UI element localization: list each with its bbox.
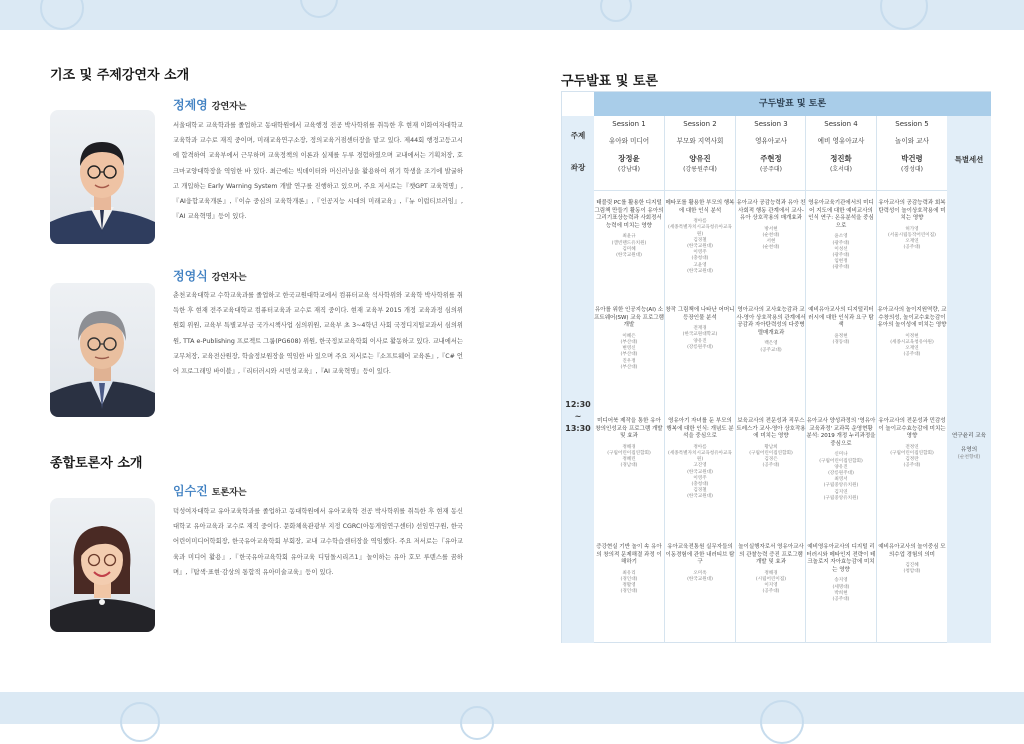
presenter-info: 서현 — [766, 239, 776, 245]
session-chair-aff: (강릉원주대) — [683, 166, 717, 173]
chair-label: 좌장 — [570, 163, 586, 172]
presentation-cell — [806, 307, 876, 346]
presenter-info: 허가영 — [905, 226, 919, 232]
speaker-photo-1 — [50, 110, 155, 244]
presenter-info: (부산대) — [620, 339, 638, 345]
presenter-info: 전재경 — [693, 326, 707, 332]
presenter-info: (구립중앙유치원) — [823, 495, 859, 501]
presenter-info: 윤정현 — [834, 333, 848, 339]
speaker-name: 정제영 — [173, 98, 208, 112]
session-chair-aff: (경성대) — [900, 166, 924, 173]
presenter-info: (한국교원대) — [687, 576, 713, 582]
time-sep: ~ — [574, 412, 582, 421]
presenter-info: 양유진 — [693, 338, 707, 344]
presenter-info: (경인대) — [620, 589, 638, 595]
row-label-column — [562, 116, 594, 643]
presentation-title: 증강현실 기반 놀이 속 유아의 창의적 문제해결 과정 이해하기 — [596, 544, 662, 566]
presenter-info: (세종특별자치시교육청유아교육원) — [668, 450, 732, 463]
session-label: Session 5 — [895, 120, 929, 128]
session-table — [561, 91, 991, 643]
session-col-4 — [806, 116, 876, 175]
presenter-info: (시립어린이집) — [755, 576, 787, 582]
presentation-title: 유아교육전통원 실무자들의 이동경험에 관한 내러티브 탐구 — [665, 544, 735, 566]
presenter-info: 김진혜 — [905, 563, 919, 569]
session-topic: 영유아교사 — [755, 137, 787, 145]
presenter-info: (공주대) — [903, 245, 921, 251]
presenter-info: 오재연 — [905, 346, 919, 352]
presenter-info: 양유진 — [834, 464, 848, 470]
time-end: 13:30 — [565, 424, 591, 433]
session-label: Session 1 — [612, 120, 646, 128]
presenter-info: (순천대) — [762, 232, 780, 238]
presenter-info: (경남대) — [620, 463, 638, 469]
presenter-info: 변영신 — [622, 346, 636, 352]
presenter-info: (공주대) — [832, 596, 850, 602]
presenter-info: (한국교원대) — [616, 252, 642, 258]
presentation-cell — [877, 418, 947, 470]
presenter-info: 정해경 — [764, 570, 778, 576]
presentation-cell — [736, 307, 806, 354]
presentation-cell — [806, 544, 876, 603]
session-chair: 장정윤 — [618, 154, 640, 163]
presenter-info: 윤소영 — [834, 234, 848, 240]
presenter-info: 정아름 — [693, 444, 707, 450]
session-label: Session 4 — [824, 120, 858, 128]
discussant-role: 토론자는 — [211, 488, 247, 498]
presentation-title: 영유아교육기관에서의 미디어 지도에 대한 예비교사의 인식 연구: 온유분석을 중심으로 — [808, 200, 874, 229]
presentation-cell — [594, 544, 664, 596]
discussant-name-line — [173, 480, 247, 499]
presenter-info: (구립어린이집연합회) — [749, 450, 793, 456]
presenter-info: 신미나 — [834, 452, 848, 458]
presentation-title: 메타포를 활용한 부모의 행복에 대한 인식 분석 — [665, 200, 735, 214]
presenter-info: (세종시교육청유아원) — [890, 339, 934, 345]
session-chair-aff: (강남대) — [617, 166, 641, 173]
session-topic: 유아와 미디어 — [608, 137, 650, 145]
session-chair-aff: (공주대) — [759, 166, 783, 173]
presentation-title: 예비영유아교사의 디지털 리터러시와 메타인지 전략이 테크놀로지 자아효능감에 미치는 영향 — [806, 544, 876, 573]
session-chair: 양유진 — [689, 154, 711, 163]
presenter-info: (한국교원대학교) — [682, 332, 718, 338]
special-session-title: 연구윤리 교육 — [951, 433, 987, 439]
presenter-info: 정혜린 — [622, 457, 636, 463]
presenter-info: 정활영 — [622, 583, 636, 589]
presenter-info: (광주대) — [832, 240, 850, 246]
session-chair: 박건령 — [901, 154, 923, 163]
session-chair-aff: (호서대) — [829, 166, 853, 173]
presenter-info: (한국교원대) — [687, 268, 713, 274]
presenter-info: 오재연 — [905, 239, 919, 245]
bottom-decoration-band — [0, 692, 1024, 724]
presentation-cell — [736, 418, 806, 470]
presenter-info: 이혜은 — [622, 333, 636, 339]
discussant-bio: 덕성여자대학교 유아교육학과를 졸업하고 동대학원에서 유아교육학 전공 박사학위를 취득한 후 현재 동신대학교 유아교육과 교수로 재직 중이다. 문화체육관광부 지정 CGRC(아동게임연구센터) 선임연구원, 한국어린이미디어학회장, 한국유아교육학회 부회장, 교내 교수학습센터장을 역임했다. 주요 저서로는『유아교육과 미디어 활용』,『한국유아교육학회 유아교육 디딤돌시리즈1』놀이하는 유아 호모 루덴스를 꿈하며』,『탐색·표현·감상의 통합적 유아미술교육』등이 있다. — [173, 508, 463, 576]
presenter-info: 이영주 — [693, 475, 707, 481]
presenter-info: (경인대) — [620, 576, 638, 582]
presentation-title: 영유아기 자녀를 둔 부모의 행복에 대한 인식: 개념도 분석을 중심으로 — [666, 418, 734, 440]
presenter-info: (광주대) — [832, 252, 850, 258]
time-range — [562, 399, 594, 435]
presenter-info: (구립어린이집연합회) — [607, 450, 651, 456]
presenter-info: (세종특별자치시교육청유아교육원) — [668, 225, 732, 237]
presenter-info: (한국교원대) — [687, 494, 713, 500]
presentation-cell — [806, 418, 876, 502]
speaker-role: 강연자는 — [211, 273, 247, 283]
presentation-title: 미디어북 제작을 통한 유아 창의인성교육 프로그램 개발 및 효과 — [595, 418, 663, 440]
presentation-cell — [806, 200, 876, 272]
speaker-photo-2 — [50, 283, 155, 417]
presenter-info: (세명대) — [832, 584, 850, 590]
presentation-cell — [877, 307, 947, 359]
session-label: Session 3 — [754, 120, 788, 128]
presenter-info: 이영주 — [693, 250, 707, 256]
session-chair: 정진화 — [830, 154, 852, 163]
session-col-2 — [665, 116, 735, 175]
special-session-aff: (순천향대) — [957, 455, 981, 460]
presentation-cell — [736, 200, 806, 252]
presentation-cell — [665, 307, 735, 351]
presentation-cell — [594, 418, 664, 470]
presentation-cell — [665, 544, 735, 583]
presenter-info: 김경철 — [693, 488, 707, 494]
presenter-info: (경동대) — [832, 339, 850, 345]
presenter-info: (광주대) — [832, 265, 850, 271]
presenter-info: (공주대) — [903, 463, 921, 469]
speaker-bio-2: 춘천교육대학교 수학교육과를 졸업하고 한국교원대학교에서 컴퓨터교육 석사학위와 교육학 박사학위를 취득한 후 현재 전주교육대학교 컴퓨터교육과 교수로 재직 중이다. 현재 교육부 2015 개정 교육과정 심의위원회 위원, 교육부 특별교부금 국가시책사업 심의위원, 교육부 초 3~4학년 사회 국정디지털교과서 심의위원, TTA e-Publishing 프로젝트 그룹(PG608) 위원, 한국정보교육학회 이사로 활동하고 있다. 교내에서는 교무처장, 교육전산원장, 학술정보원장을 역임한 바 있으며 주요 저서로는『소프트웨어 교육론』,『C# 언어 프로그래밍 바이블』,『리터러시와 시민성교육』,『AI 교육혁명』등이 있다. — [173, 292, 463, 376]
portrait-man-grey-hair-icon — [50, 283, 155, 417]
presenter-info: (강릉원주대) — [687, 344, 713, 350]
speaker-name-line-2 — [173, 265, 247, 284]
presentation-title: 창작 그림책에 나타난 어머니 등장인물 분석 — [665, 307, 735, 321]
presenter-info: (한국교원대) — [687, 469, 713, 475]
presenter-info: (공주대) — [762, 589, 780, 595]
presentation-cell — [877, 200, 947, 252]
presenter-info: (공주대) — [762, 463, 780, 469]
table-header: 구두발표 및 토론 — [594, 92, 991, 116]
speaker-name: 정영식 — [173, 269, 208, 283]
presenter-info: 김경은 — [764, 457, 778, 463]
presentation-cell — [594, 200, 664, 259]
presenter-info: 이지영 — [764, 583, 778, 589]
presenter-info: (서울시립동작어린이집) — [888, 232, 936, 238]
presenter-info: 최유리 — [622, 570, 636, 576]
presentation-title: 유아교사의 전문성과 민감성이 놀이교수효능감에 미치는 영향 — [878, 418, 946, 440]
speaker-role: 강연자는 — [211, 102, 247, 112]
presentation-title: 놀이실행자로서 영유아교사의 관찰능력 증진 프로그램 개발 및 효과 — [738, 544, 804, 566]
session-col-5 — [877, 116, 947, 175]
presenter-info: 전정연 — [905, 444, 919, 450]
presentation-cell — [594, 307, 664, 371]
presenter-info: (순천대) — [762, 245, 780, 251]
special-session-label: 특별세션 — [954, 155, 984, 164]
presenter-info: 임현정 — [834, 259, 848, 265]
topic-label: 주제 — [570, 131, 586, 140]
divider — [594, 190, 947, 191]
presenter-info: (부산대) — [620, 352, 638, 358]
session-topic: 예비 영유아교사 — [817, 137, 865, 145]
presenter-info: 이성선 — [834, 246, 848, 252]
presenter-info: 고진영 — [693, 463, 707, 469]
session-topic: 놀이와 교사 — [895, 137, 929, 145]
presenter-info: (구립중앙유치원) — [823, 483, 859, 489]
presentation-title: 예비유아교사의 놀이중심 모의수업 경험의 의미 — [878, 544, 946, 558]
presenter-info: 김경철 — [693, 237, 707, 243]
presenter-info: 김미혜 — [622, 246, 636, 252]
presentation-title: 영아교사의 교사효능감과 교사-영아 상호작용의 관계에서 공감과 자아탄력성의 다중병렬매개효과 — [736, 307, 806, 336]
presenter-info: (강릉원주대) — [828, 470, 854, 476]
time-start: 12:30 — [565, 400, 591, 409]
top-decoration-band — [0, 0, 1024, 30]
presenter-info: 황남희 — [764, 444, 778, 450]
presenter-info: (공주교대) — [760, 347, 782, 353]
presenter-info: 송지영 — [834, 578, 848, 584]
presentation-cell — [665, 418, 735, 501]
special-session-body — [947, 432, 991, 462]
oral-presentation-title: 구두발표 및 토론 — [561, 74, 658, 89]
presenter-info: 방서현 — [764, 226, 778, 232]
presenter-info: 정아름 — [693, 219, 707, 225]
presenter-info: 정해경 — [622, 444, 636, 450]
presentation-title: 보육교사의 전문성과 직무스트레스가 교사-영아 상호작용에 미치는 영향 — [736, 418, 806, 440]
presenter-info: 백은영 — [764, 341, 778, 347]
presenter-info: (청암대) — [903, 569, 921, 575]
presenter-info: 고윤영 — [693, 262, 707, 268]
portrait-man-glasses-icon — [50, 110, 155, 244]
discussant-section-title: 종합토론자 소개 — [50, 456, 143, 471]
speaker-name-line-1 — [173, 94, 247, 113]
presenter-info: 김지연 — [834, 489, 848, 495]
session-chair: 주현정 — [760, 154, 782, 163]
presenter-info: 박희현 — [834, 590, 848, 596]
presenter-info: (구립어린이집연합회) — [819, 458, 863, 464]
presentation-title: 유아를 위한 인공지능(AI) 소프트웨어(SW) 교육 프로그램 개발 — [594, 307, 664, 329]
special-session-presenter: 유영의 — [960, 447, 978, 453]
session-col-1 — [594, 116, 664, 175]
presentation-title: 유아교사 공감능력과 유아 친사회적 행동 관계에서 교사-유아 상호작용의 매개효과 — [736, 200, 806, 222]
keynote-section-title: 기조 및 주제강연자 소개 — [50, 68, 190, 83]
presenter-info: (부산대) — [620, 364, 638, 370]
speaker-bio-1: 서울대학교 교육학과를 졸업하고 동대학원에서 교육행정 전공 박사학위를 취득한 후 현재 이화여자대학교 교육학과 교수로 재직 중이며, 미래교육연구소장, 정의교육거점센터장을 맡고 있다. 제44회 행정고등고시에 합격하여 교육부에서 근무하며 교육정책의 이론과 실제를 두루 경험하였으며 교내에서는 기획처장, 호크마교양대학장을 역임한 바 있다. 최근에는 빅데이터와 머신러닝을 활용하여 위기 학생을 조기에 발굴하고 개입하는 Early Warning System 개발 연구를 진행하고 있으며, 주요 저서로는『챗GPT 교육혁명』,『AI융합교육개론』,『이슈 중심의 교육학개론』,『인공지능 시대의 미래교육』,『뉴 이럽티브러임』,『AI 교육혁명』등이 있다. — [173, 122, 463, 221]
presenter-info: 오미옥 — [693, 570, 707, 576]
special-session-column — [947, 116, 991, 643]
presenter-info: 최영서 — [834, 477, 848, 483]
session-topic: 부모와 지역사회 — [676, 137, 724, 145]
presenter-info: (한국교원대) — [687, 244, 713, 249]
presentation-title: 태블릿 PC를 활용한 디지털 그림책 만들기 활동이 유아의 그리기표상능력과 사회정서능력에 미치는 영향 — [594, 200, 664, 229]
presentation-title: 유아교사의 공감능력과 회복탄력성이 놀이상호작용에 미치는 영향 — [878, 200, 946, 222]
presentation-cell — [665, 200, 735, 275]
presenter-info: (충청대) — [691, 482, 709, 487]
presenter-info: (공주대) — [903, 352, 921, 358]
presentation-title: 유아교사의 놀이지원역량, 교수창의성, 놀이교수효능감이 유아의 놀이성에 미치는 영향 — [877, 307, 947, 329]
presenter-info: 이정현 — [905, 333, 919, 339]
session-label: Session 2 — [683, 120, 717, 128]
session-col-3 — [736, 116, 806, 175]
presentation-title: 유아교사 양성과정의 '영유아교육과정' 교과목 운영현황 분석: 2019 개정 누리과정을 중심으로 — [806, 418, 876, 447]
presentation-title: 예비유아교사의 디지털리터러시에 대한 인식과 요구 탐색 — [808, 307, 874, 329]
presenter-info: (캘빈랜드유치원) — [611, 240, 647, 246]
portrait-woman-icon — [50, 498, 155, 632]
discussant-name: 임수진 — [173, 484, 208, 498]
discussant-photo — [50, 498, 155, 632]
presenter-info: 김정란 — [905, 457, 919, 463]
presenter-info: 진우정 — [622, 358, 636, 364]
presenter-info: (구립어린이집연합회) — [890, 450, 934, 456]
presenter-info: 최윤규 — [622, 234, 636, 240]
presentation-cell — [736, 544, 806, 596]
presentation-cell — [877, 544, 947, 576]
presenter-info: (충청대) — [691, 256, 709, 262]
